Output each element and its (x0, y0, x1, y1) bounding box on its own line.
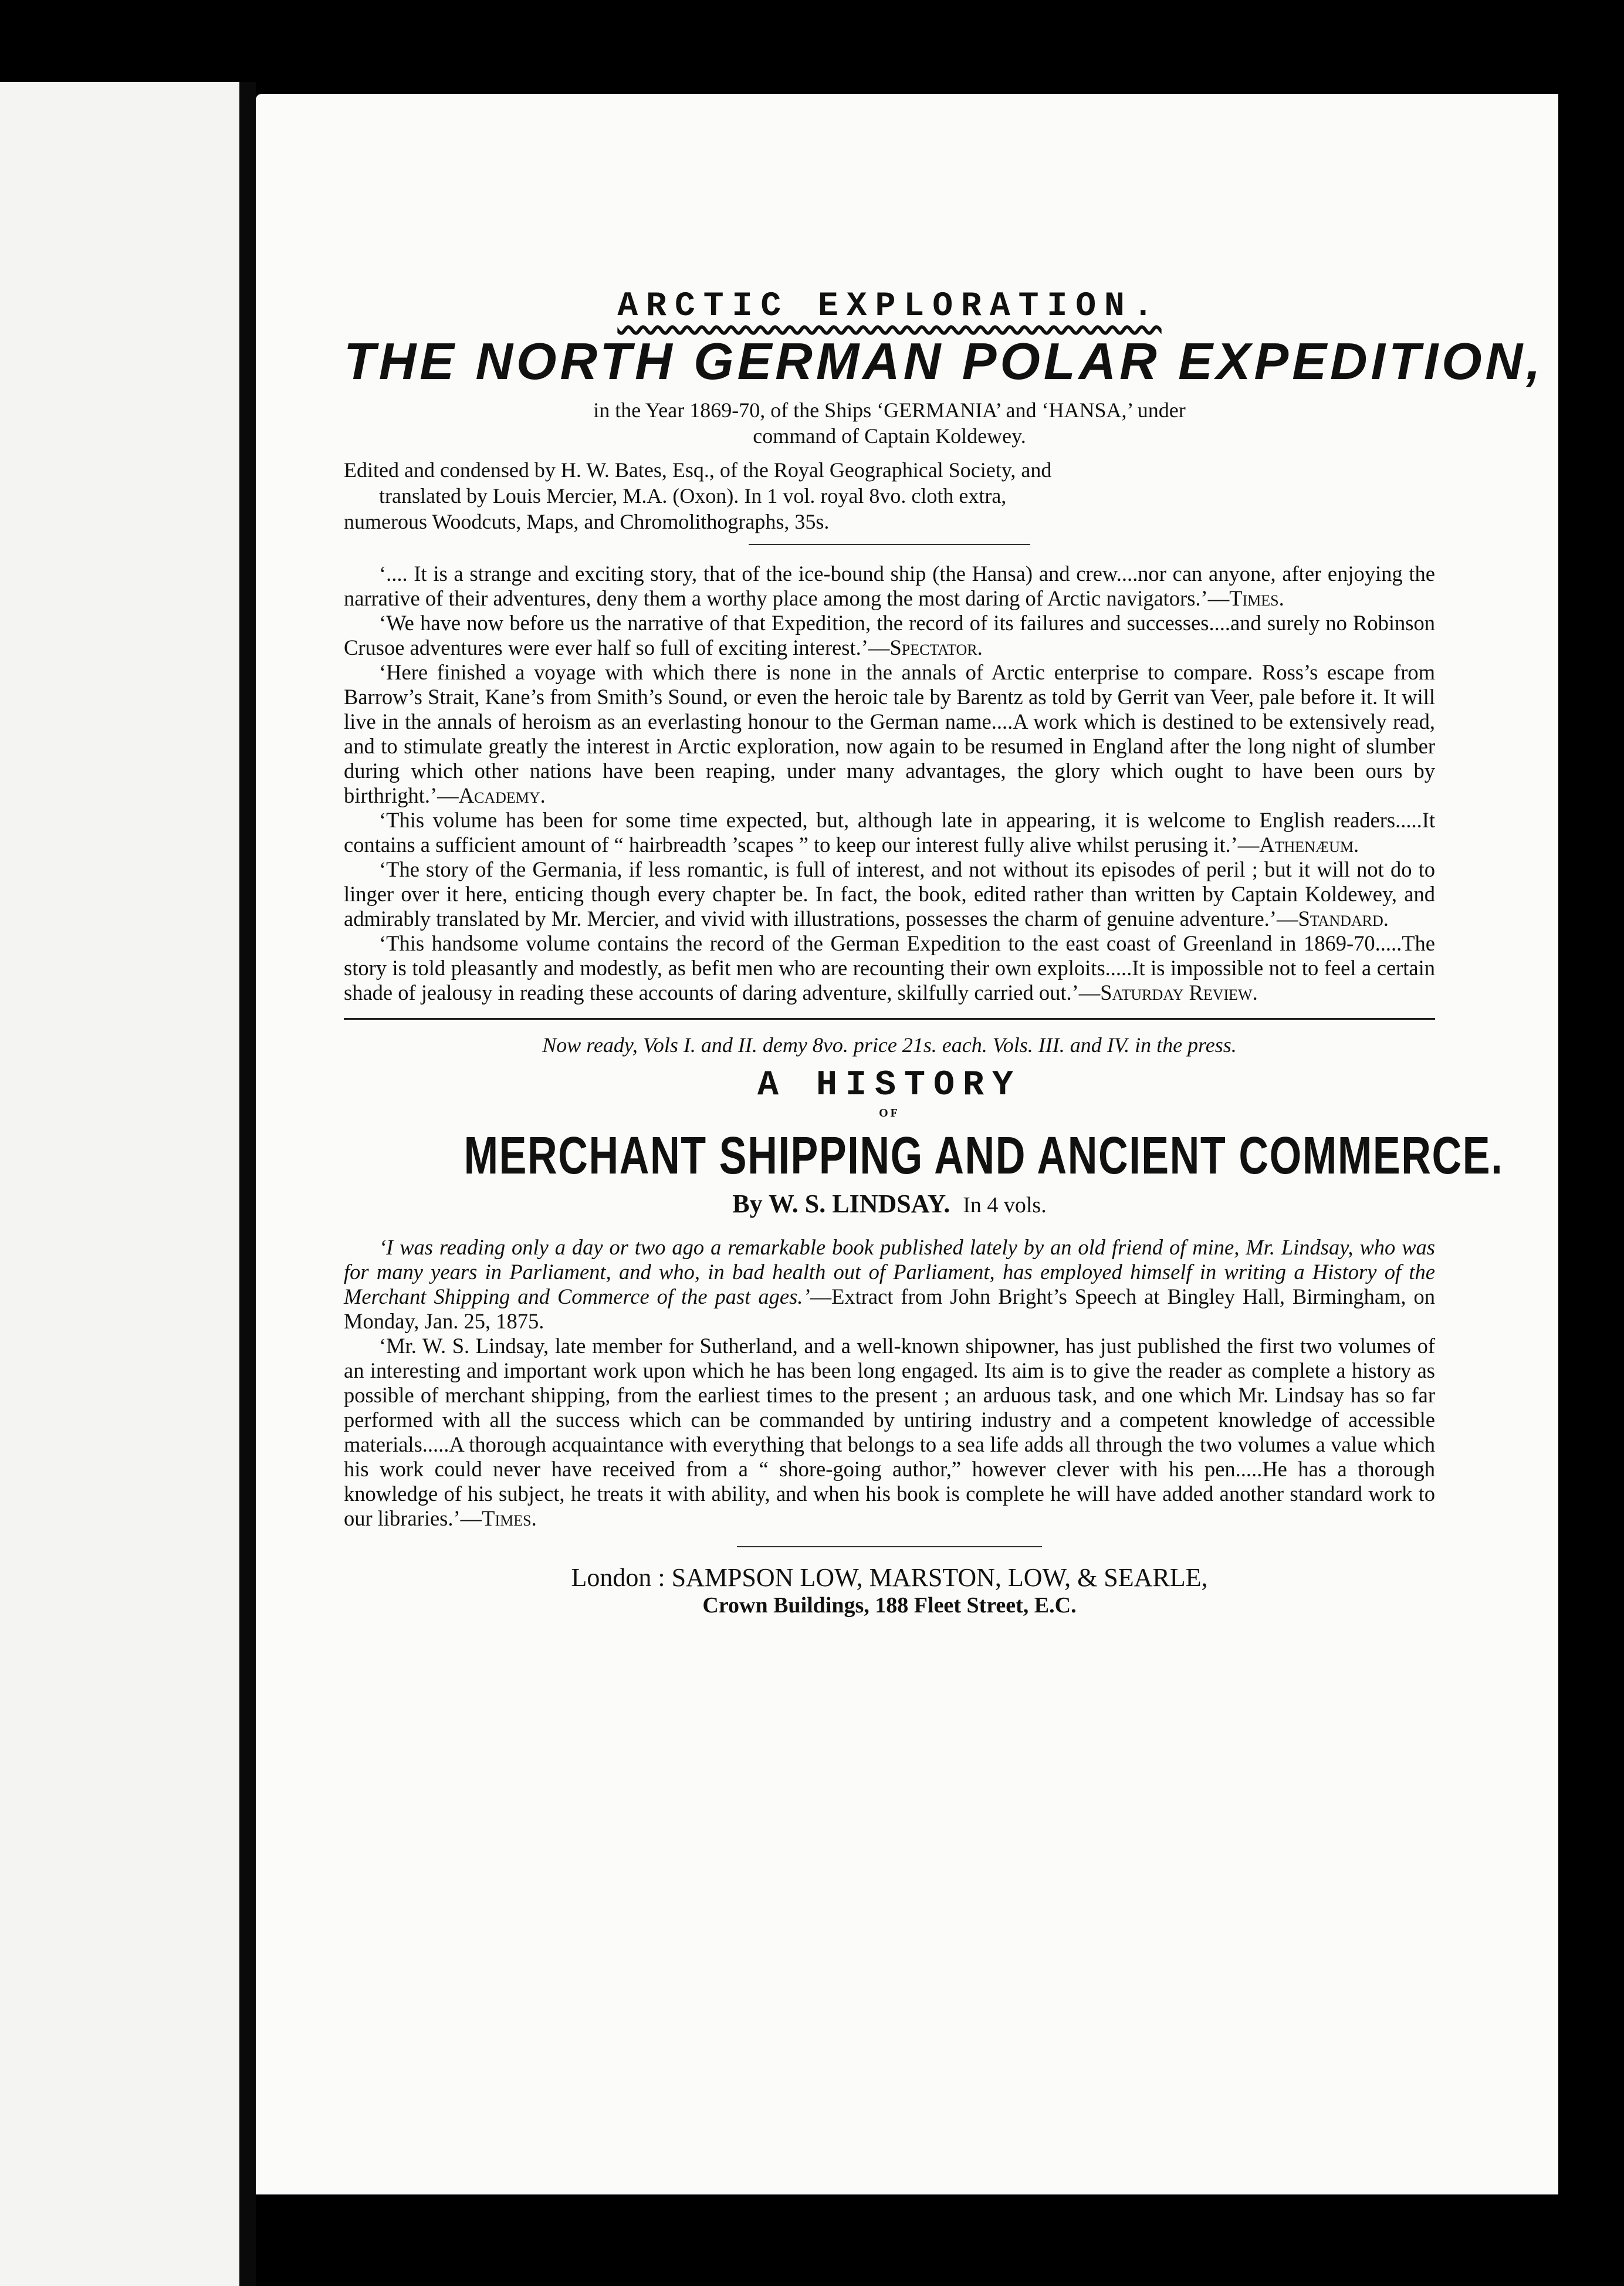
author: By W. S. LINDSAY. (732, 1189, 950, 1218)
review-source: Academy. (458, 783, 546, 807)
facing-page-edge (0, 82, 239, 2286)
book-gutter (239, 82, 256, 2286)
full-divider (344, 1018, 1435, 1020)
expedition-title: THE NORTH GERMAN POLAR EXPEDITION, (344, 332, 1544, 390)
now-ready-notice: Now ready, Vols I. and II. demy 8vo. price 21s. each. Vols. III. and IV. in the press. (542, 1033, 1237, 1057)
edited-line-3: numerous Woodcuts, Maps, and Chromolithographs, 35s. (344, 510, 830, 533)
review-standard (344, 857, 1435, 931)
review-text: ‘This volume has been for some time expected, but, although late in appearing, it is welcome to English readers.....It contains a sufficient amount of “ hairbreadth ’scapes ” to keep our interest fully alive whilst perusing it.’— (344, 808, 1435, 857)
edited-line-2: translated by Louis Mercier, M.A. (Oxon). In 1 vol. royal 8vo. cloth extra, (379, 484, 1007, 508)
bright-quote-paragraph (344, 1235, 1435, 1334)
times-source: Times. (482, 1506, 537, 1530)
times-review-paragraph (344, 1334, 1435, 1531)
merchant-shipping-title: MERCHANT SHIPPING AND ANCIENT COMMERCE. (463, 1127, 1504, 1185)
times-review: ‘Mr. W. S. Lindsay, late member for Sutherland, and a well-known shipowner, has just published the first two volumes of an interesting and important work upon which he has been long engaged. Its aim is to give the reader as complete a history as possible of merchant shipping, from the earliest times to the present ; an arduous task, and one which Mr. Lindsay has so far performed with all the success which can be commanded by untiring industry and a competent knowledge of accessible materials.....A thorough acquaintance with everything that belongs to a sea life adds all through the two volumes a value which his work could never have received from a “ shore-going author,” however clever with his pen.....He has a thorough knowledge of his subject, he treats it with ability, and when his book is complete he will have added another standard work to our libraries.’— (344, 1334, 1435, 1530)
review-source: Times. (1229, 586, 1284, 610)
publisher-address: Crown Buildings, 188 Fleet Street, E.C. (702, 1593, 1077, 1618)
review-text: ‘.... It is a strange and exciting story, that of the ice-bound ship (the Hansa) and crew....nor can anyone, after enjoying the narrative of their adventures, deny them a worthy place among the most daring of Arctic navigators.’— (344, 562, 1435, 610)
edited-line-1: Edited and condensed by H. W. Bates, Esq., of the Royal Geographical Society, and (344, 458, 1052, 482)
bright-source: —Extract from John Bright’s Speech at Bingley Hall, Birmingham, on Monday, Jan. 25, 1875. (344, 1284, 1436, 1333)
page-content (344, 288, 1544, 1618)
bright-quote: ‘I was reading only a day or two ago a remarkable book published lately by an old friend of mine, Mr. Lindsay, who was for many years in Parliament, and who, in bad health out of Parliament, has employed himself in writing a History of the Merchant Shipping and Commerce of the past ages.’ (344, 1235, 1435, 1308)
arctic-exploration-heading: ARCTIC EXPLORATION. (617, 288, 1162, 326)
review-text: ‘This handsome volume contains the record of the German Expedition to the east coast of Greenland in 1869-70.....The story is told pleasantly and modestly, as befit men who are recounting their own exploits.....It is impossible not to feel a certain shade of jealousy in reading these accounts of daring adventure, skilfully carried out.’— (344, 931, 1435, 1005)
byline (344, 1189, 1435, 1219)
review-saturday (344, 931, 1435, 1005)
publisher-imprint: London : SAMPSON LOW, MARSTON, LOW, & SEARLE, (571, 1563, 1208, 1592)
review-spectator (344, 611, 1435, 660)
review-source: Athenæum. (1259, 833, 1359, 857)
of-word: OF (879, 1107, 900, 1120)
volume-count: In 4 vols. (963, 1193, 1047, 1218)
review-athenaeum (344, 808, 1435, 857)
advertisement-page (256, 94, 1558, 2194)
review-academy (344, 660, 1435, 808)
review-source: Spectator. (889, 635, 983, 660)
review-text: ‘Here finished a voyage with which there is none in the annals of Arctic enterprise to compare. Ross’s escape from Barrow’s Strait, Kane’s from Smith’s Sound, or even the heroic tale by Barentz as told by Gerrit van Veer, pale before it. It will live in the annals of heroism as an everlasting honour to the German name....A work which is destined to be extensively read, and to stimulate greatly the interest in Arctic exploration, now again to be resumed in England after the long night of slumber during which other nations have been reaping, under many advantages, the glory which ought to have been ours by birthright.’— (344, 660, 1435, 807)
review-source: Saturday Review. (1100, 980, 1258, 1005)
expedition-subtitle-1: in the Year 1869-70, of the Ships ‘GERMANIA’ and ‘HANSA,’ under (593, 398, 1186, 422)
review-times (344, 562, 1435, 611)
review-text: ‘The story of the Germania, if less romantic, is full of interest, and not without its episodes of peril ; but it will not do to linger over it here, enticing though every chapter be. In fact, the book, edited rather than written by Captain Koldewey, and admirably translated by Mr. Mercier, and vivid with illustrations, possesses the charm of genuine adventure.’— (344, 857, 1435, 931)
expedition-subtitle-2: command of Captain Koldewey. (753, 424, 1026, 448)
section-divider (749, 544, 1030, 545)
arctic-reviews (344, 562, 1435, 1005)
imprint-divider (737, 1546, 1042, 1547)
review-text: ‘We have now before us the narrative of that Expedition, the record of its failures and successes....and surely no Robinson Crusoe adventures were ever half so full of exciting interest.’— (344, 611, 1435, 660)
history-heading: A HISTORY (757, 1066, 1022, 1105)
review-source: Standard. (1298, 907, 1389, 931)
